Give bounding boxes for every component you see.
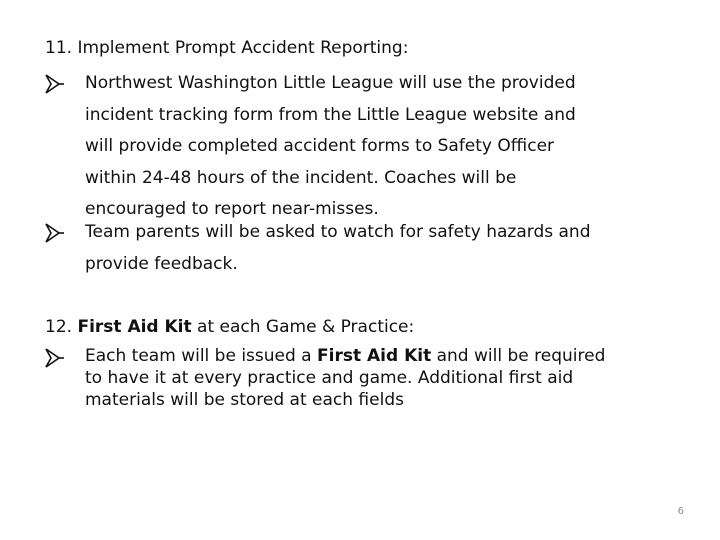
- arrow-bullet-icon: [45, 347, 65, 369]
- section-11-heading: 11. Implement Prompt Accident Reporting:: [45, 38, 409, 58]
- bullet-text-before: Each team will be issued a: [85, 346, 318, 366]
- bullet-text: Northwest Washington Little League will use the provided incident tracking form from the Little League website and will provide completed accident forms to Safety Officer within 24-48 hours of the incident. Coaches will be encouraged to report near-misses.: [85, 73, 576, 219]
- heading-prefix: 12.: [45, 317, 78, 337]
- bullet-text: Team parents will be asked to watch for safety hazards and provide feedback.: [85, 222, 591, 274]
- section-12-bullet-1: [45, 345, 685, 411]
- bullet-text-bold: First Aid Kit: [317, 346, 432, 366]
- page-number: 6: [677, 506, 684, 517]
- bullet-text: [85, 345, 685, 411]
- arrow-bullet-icon: [45, 222, 65, 244]
- heading-suffix: at each Game & Practice:: [191, 317, 415, 337]
- arrow-bullet-icon: [45, 73, 65, 95]
- heading-bold: First Aid Kit: [77, 317, 192, 337]
- section-12-heading: [45, 315, 414, 339]
- section-11-bullet-1: [45, 68, 685, 226]
- section-11-bullet-2: [45, 217, 685, 280]
- bullet-text-after: and will be required to have it at every practice and game. Additional first aid materials will be stored at each fields: [85, 346, 606, 410]
